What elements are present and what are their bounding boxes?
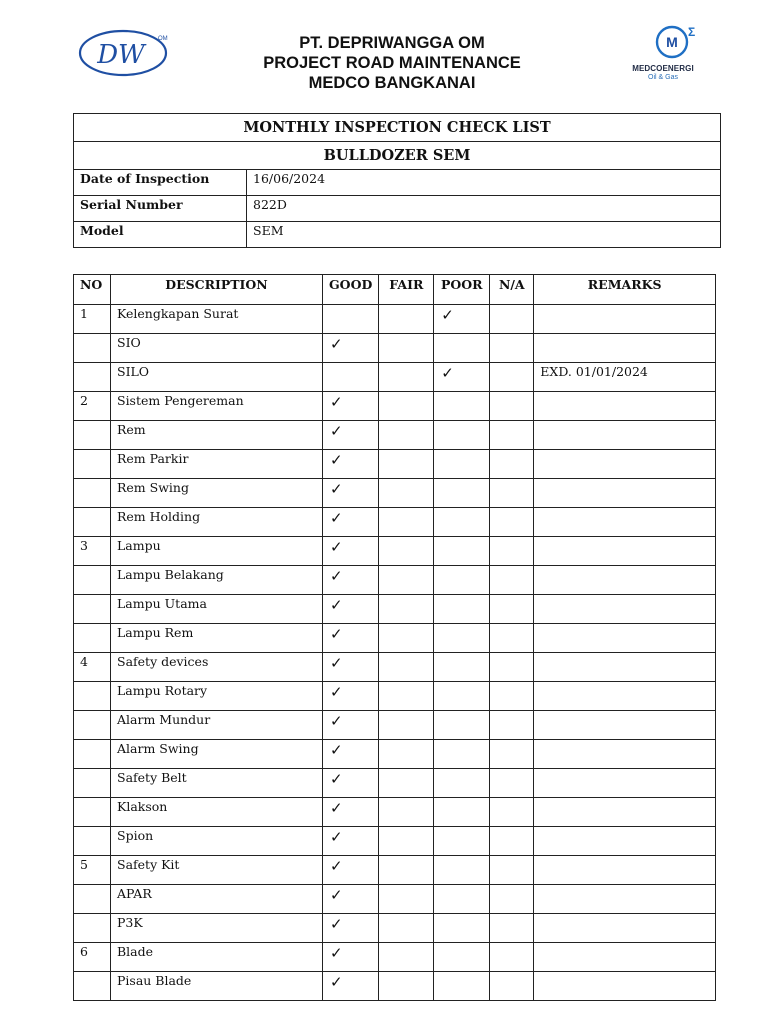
row-number bbox=[74, 885, 111, 914]
status-cell-na bbox=[490, 682, 534, 711]
row-remarks: EXD. 01/01/2024 bbox=[534, 363, 716, 392]
row-description: Lampu bbox=[111, 537, 323, 566]
row-number: 3 bbox=[74, 537, 111, 566]
status-cell-na bbox=[490, 943, 534, 972]
row-number bbox=[74, 566, 111, 595]
checkmark-icon: ✓ bbox=[441, 364, 454, 382]
status-cell-fair bbox=[379, 711, 434, 740]
row-remarks bbox=[534, 856, 716, 885]
status-cell-fair bbox=[379, 421, 434, 450]
row-remarks bbox=[534, 566, 716, 595]
medco-subtext: Oil & Gas bbox=[648, 74, 678, 81]
row-number: 4 bbox=[74, 653, 111, 682]
status-cell-poor bbox=[434, 827, 490, 856]
table-row bbox=[74, 769, 716, 798]
status-cell-fair bbox=[379, 769, 434, 798]
status-cell-na bbox=[490, 624, 534, 653]
status-cell-good bbox=[323, 740, 379, 769]
status-cell-good bbox=[323, 392, 379, 421]
row-remarks bbox=[534, 914, 716, 943]
row-remarks bbox=[534, 479, 716, 508]
table-row bbox=[74, 798, 716, 827]
status-cell-fair bbox=[379, 450, 434, 479]
status-cell-good bbox=[323, 682, 379, 711]
table-row bbox=[74, 305, 716, 334]
checkmark-icon: ✓ bbox=[330, 770, 343, 788]
row-description: Lampu Utama bbox=[111, 595, 323, 624]
status-cell-good bbox=[323, 769, 379, 798]
status-cell-poor bbox=[434, 798, 490, 827]
status-cell-na bbox=[490, 305, 534, 334]
row-number: 6 bbox=[74, 943, 111, 972]
status-cell-good bbox=[323, 885, 379, 914]
checkmark-icon: ✓ bbox=[330, 480, 343, 498]
medco-letter: M bbox=[666, 34, 678, 50]
status-cell-poor bbox=[434, 856, 490, 885]
table-row bbox=[74, 392, 716, 421]
column-header-poor: POOR bbox=[434, 275, 490, 305]
status-cell-fair bbox=[379, 856, 434, 885]
table-row bbox=[74, 421, 716, 450]
form-subtitle: BULLDOZER SEM bbox=[74, 142, 721, 170]
status-cell-na bbox=[490, 450, 534, 479]
status-cell-na bbox=[490, 334, 534, 363]
checkmark-icon: ✓ bbox=[330, 915, 343, 933]
status-cell-poor bbox=[434, 305, 490, 334]
status-cell-na bbox=[490, 595, 534, 624]
row-number bbox=[74, 595, 111, 624]
row-number: 1 bbox=[74, 305, 111, 334]
status-cell-na bbox=[490, 566, 534, 595]
checkmark-icon: ✓ bbox=[330, 973, 343, 991]
row-description: SILO bbox=[111, 363, 323, 392]
row-description: Sistem Pengereman bbox=[111, 392, 323, 421]
row-number bbox=[74, 624, 111, 653]
table-row bbox=[74, 972, 716, 1001]
checkmark-icon: ✓ bbox=[330, 886, 343, 904]
status-cell-fair bbox=[379, 972, 434, 1001]
row-remarks bbox=[534, 392, 716, 421]
checklist-body bbox=[74, 305, 716, 1001]
table-row bbox=[74, 711, 716, 740]
column-header-remarks: REMARKS bbox=[534, 275, 716, 305]
field-value-model: SEM bbox=[247, 222, 721, 248]
status-cell-poor bbox=[434, 740, 490, 769]
status-cell-na bbox=[490, 740, 534, 769]
table-row bbox=[74, 334, 716, 363]
row-remarks bbox=[534, 827, 716, 856]
row-number bbox=[74, 914, 111, 943]
status-cell-good bbox=[323, 711, 379, 740]
checkmark-icon: ✓ bbox=[330, 335, 343, 353]
row-number bbox=[74, 508, 111, 537]
row-description: APAR bbox=[111, 885, 323, 914]
checkmark-icon: ✓ bbox=[330, 596, 343, 614]
checkmark-icon: ✓ bbox=[330, 567, 343, 585]
status-cell-fair bbox=[379, 624, 434, 653]
table-row bbox=[74, 508, 716, 537]
row-number bbox=[74, 711, 111, 740]
table-row bbox=[74, 595, 716, 624]
medco-sigma: Σ bbox=[688, 25, 696, 39]
row-number bbox=[74, 798, 111, 827]
row-description: Alarm Swing bbox=[111, 740, 323, 769]
logo-letters: DW bbox=[97, 40, 145, 70]
status-cell-poor bbox=[434, 479, 490, 508]
status-cell-fair bbox=[379, 363, 434, 392]
row-remarks bbox=[534, 334, 716, 363]
row-description: Alarm Mundur bbox=[111, 711, 323, 740]
row-number bbox=[74, 450, 111, 479]
status-cell-good bbox=[323, 479, 379, 508]
depriwangga-logo-icon bbox=[78, 26, 172, 80]
status-cell-good bbox=[323, 972, 379, 1001]
status-cell-fair bbox=[379, 827, 434, 856]
status-cell-na bbox=[490, 711, 534, 740]
status-cell-na bbox=[490, 508, 534, 537]
status-cell-fair bbox=[379, 305, 434, 334]
row-remarks bbox=[534, 595, 716, 624]
checkmark-icon: ✓ bbox=[330, 625, 343, 643]
status-cell-na bbox=[490, 972, 534, 1001]
status-cell-good bbox=[323, 334, 379, 363]
status-cell-fair bbox=[379, 566, 434, 595]
table-row bbox=[74, 885, 716, 914]
medco-wordmark: MEDCOENERGI bbox=[632, 64, 694, 73]
company-name-block bbox=[210, 33, 574, 93]
row-number bbox=[74, 769, 111, 798]
row-description: Rem Parkir bbox=[111, 450, 323, 479]
row-description: Blade bbox=[111, 943, 323, 972]
table-row bbox=[74, 624, 716, 653]
table-row bbox=[74, 537, 716, 566]
row-description: Klakson bbox=[111, 798, 323, 827]
status-cell-fair bbox=[379, 914, 434, 943]
status-cell-poor bbox=[434, 566, 490, 595]
row-description: P3K bbox=[111, 914, 323, 943]
status-cell-fair bbox=[379, 885, 434, 914]
status-cell-poor bbox=[434, 711, 490, 740]
status-cell-fair bbox=[379, 798, 434, 827]
row-description: Rem bbox=[111, 421, 323, 450]
status-cell-na bbox=[490, 885, 534, 914]
status-cell-poor bbox=[434, 682, 490, 711]
column-header-na: N/A bbox=[490, 275, 534, 305]
status-cell-good bbox=[323, 305, 379, 334]
row-description: Kelengkapan Surat bbox=[111, 305, 323, 334]
company-line: MEDCO BANGKANAI bbox=[308, 74, 476, 92]
row-remarks bbox=[534, 537, 716, 566]
status-cell-poor bbox=[434, 363, 490, 392]
status-cell-good bbox=[323, 798, 379, 827]
medcoenergi-logo bbox=[618, 20, 708, 90]
status-cell-na bbox=[490, 769, 534, 798]
status-cell-good bbox=[323, 653, 379, 682]
checklist-header-row bbox=[74, 275, 716, 305]
row-remarks bbox=[534, 682, 716, 711]
row-description: SIO bbox=[111, 334, 323, 363]
checkmark-icon: ✓ bbox=[330, 799, 343, 817]
row-description: Rem Holding bbox=[111, 508, 323, 537]
status-cell-fair bbox=[379, 508, 434, 537]
column-header-description: DESCRIPTION bbox=[111, 275, 323, 305]
column-header-good: GOOD bbox=[323, 275, 379, 305]
table-row bbox=[74, 740, 716, 769]
inspection-checklist-table bbox=[73, 274, 716, 1001]
status-cell-na bbox=[490, 914, 534, 943]
status-cell-fair bbox=[379, 479, 434, 508]
row-description: Pisau Blade bbox=[111, 972, 323, 1001]
status-cell-poor bbox=[434, 508, 490, 537]
status-cell-good bbox=[323, 450, 379, 479]
status-cell-poor bbox=[434, 450, 490, 479]
field-label-model: Model bbox=[74, 222, 247, 248]
field-value-serial: 822D bbox=[247, 196, 721, 222]
status-cell-good bbox=[323, 363, 379, 392]
status-cell-poor bbox=[434, 943, 490, 972]
field-label-date: Date of Inspection bbox=[74, 170, 247, 196]
row-remarks bbox=[534, 798, 716, 827]
row-number bbox=[74, 827, 111, 856]
row-description: Lampu Rem bbox=[111, 624, 323, 653]
status-cell-good bbox=[323, 508, 379, 537]
status-cell-poor bbox=[434, 653, 490, 682]
row-number bbox=[74, 682, 111, 711]
checkmark-icon: ✓ bbox=[441, 306, 454, 324]
column-header-fair: FAIR bbox=[379, 275, 434, 305]
checkmark-icon: ✓ bbox=[330, 538, 343, 556]
status-cell-na bbox=[490, 421, 534, 450]
status-cell-good bbox=[323, 914, 379, 943]
document-header bbox=[0, 0, 768, 100]
row-remarks bbox=[534, 885, 716, 914]
field-label-serial: Serial Number bbox=[74, 196, 247, 222]
status-cell-na bbox=[490, 827, 534, 856]
status-cell-poor bbox=[434, 769, 490, 798]
status-cell-good bbox=[323, 566, 379, 595]
row-description: Spion bbox=[111, 827, 323, 856]
row-number: 5 bbox=[74, 856, 111, 885]
row-description: Safety devices bbox=[111, 653, 323, 682]
table-row bbox=[74, 566, 716, 595]
status-cell-na bbox=[490, 653, 534, 682]
row-remarks bbox=[534, 450, 716, 479]
row-description: Safety Belt bbox=[111, 769, 323, 798]
row-remarks bbox=[534, 508, 716, 537]
table-row bbox=[74, 653, 716, 682]
status-cell-fair bbox=[379, 392, 434, 421]
status-cell-na bbox=[490, 856, 534, 885]
status-cell-fair bbox=[379, 943, 434, 972]
status-cell-na bbox=[490, 392, 534, 421]
row-remarks bbox=[534, 769, 716, 798]
row-remarks bbox=[534, 740, 716, 769]
status-cell-poor bbox=[434, 914, 490, 943]
status-cell-good bbox=[323, 624, 379, 653]
checkmark-icon: ✓ bbox=[330, 857, 343, 875]
row-remarks bbox=[534, 624, 716, 653]
checkmark-icon: ✓ bbox=[330, 712, 343, 730]
status-cell-poor bbox=[434, 537, 490, 566]
status-cell-poor bbox=[434, 392, 490, 421]
table-row bbox=[74, 479, 716, 508]
row-remarks bbox=[534, 421, 716, 450]
checkmark-icon: ✓ bbox=[330, 828, 343, 846]
status-cell-fair bbox=[379, 653, 434, 682]
company-line: PT. DEPRIWANGGA OM bbox=[299, 34, 485, 52]
status-cell-good bbox=[323, 537, 379, 566]
status-cell-fair bbox=[379, 334, 434, 363]
checkmark-icon: ✓ bbox=[330, 741, 343, 759]
row-number bbox=[74, 479, 111, 508]
row-number bbox=[74, 334, 111, 363]
form-title: MONTHLY INSPECTION CHECK LIST bbox=[74, 114, 721, 142]
status-cell-na bbox=[490, 363, 534, 392]
row-remarks bbox=[534, 943, 716, 972]
status-cell-na bbox=[490, 537, 534, 566]
logo-superscript: OM bbox=[158, 36, 168, 42]
table-row bbox=[74, 943, 716, 972]
medco-emblem-icon bbox=[618, 20, 708, 64]
inspection-info-table bbox=[73, 113, 721, 248]
row-remarks bbox=[534, 653, 716, 682]
status-cell-poor bbox=[434, 595, 490, 624]
field-value-date: 16/06/2024 bbox=[247, 170, 721, 196]
row-remarks bbox=[534, 711, 716, 740]
status-cell-fair bbox=[379, 682, 434, 711]
row-number bbox=[74, 740, 111, 769]
status-cell-good bbox=[323, 943, 379, 972]
status-cell-poor bbox=[434, 334, 490, 363]
checkmark-icon: ✓ bbox=[330, 944, 343, 962]
status-cell-na bbox=[490, 479, 534, 508]
checkmark-icon: ✓ bbox=[330, 422, 343, 440]
row-description: Rem Swing bbox=[111, 479, 323, 508]
column-header-no: NO bbox=[74, 275, 111, 305]
status-cell-good bbox=[323, 827, 379, 856]
company-line: PROJECT ROAD MAINTENANCE bbox=[263, 54, 521, 72]
status-cell-na bbox=[490, 798, 534, 827]
row-description: Lampu Rotary bbox=[111, 682, 323, 711]
row-number bbox=[74, 363, 111, 392]
row-description: Lampu Belakang bbox=[111, 566, 323, 595]
status-cell-good bbox=[323, 595, 379, 624]
status-cell-poor bbox=[434, 972, 490, 1001]
status-cell-fair bbox=[379, 595, 434, 624]
status-cell-poor bbox=[434, 624, 490, 653]
checkmark-icon: ✓ bbox=[330, 451, 343, 469]
table-row bbox=[74, 450, 716, 479]
status-cell-poor bbox=[434, 885, 490, 914]
status-cell-poor bbox=[434, 421, 490, 450]
status-cell-good bbox=[323, 421, 379, 450]
checkmark-icon: ✓ bbox=[330, 393, 343, 411]
checkmark-icon: ✓ bbox=[330, 509, 343, 527]
row-remarks bbox=[534, 305, 716, 334]
checkmark-icon: ✓ bbox=[330, 683, 343, 701]
table-row bbox=[74, 914, 716, 943]
row-number: 2 bbox=[74, 392, 111, 421]
table-row bbox=[74, 827, 716, 856]
table-row bbox=[74, 363, 716, 392]
row-number bbox=[74, 421, 111, 450]
checkmark-icon: ✓ bbox=[330, 654, 343, 672]
table-row bbox=[74, 682, 716, 711]
row-description: Safety Kit bbox=[111, 856, 323, 885]
row-remarks bbox=[534, 972, 716, 1001]
status-cell-fair bbox=[379, 537, 434, 566]
status-cell-good bbox=[323, 856, 379, 885]
row-number bbox=[74, 972, 111, 1001]
status-cell-fair bbox=[379, 740, 434, 769]
table-row bbox=[74, 856, 716, 885]
